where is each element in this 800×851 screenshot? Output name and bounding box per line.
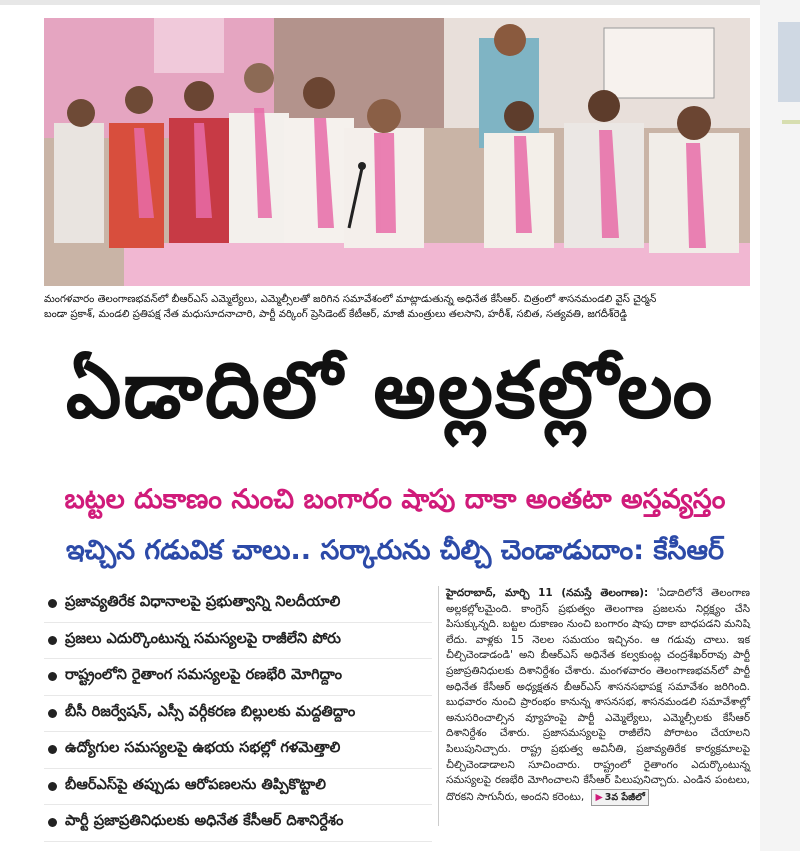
caption-line-1: మంగళవారం తెలంగాణభవన్‌లో బీఆర్‌ఎస్ ఎమ్మెల్యేలు, ఎమ్మెల్సీలతో జరిగిన సమావేశంలో మాట్లాడుతున్న అధినేత కేసీఆర్. చిత్రంలో శాసనమండలి వైస్ చైర్మన్ <box>44 294 657 305</box>
list-item <box>44 659 432 696</box>
bullet-text: బీఆర్‌ఎస్‌పై తప్పుడు ఆరోపణలను తిప్పికొట్టాలి <box>65 775 326 793</box>
subheadline-2: ఇచ్చిన గడువిక చాలు.. సర్కారును చీల్చి చెండాడుదాం: కేసీఆర్ <box>65 535 725 566</box>
list-item <box>44 586 432 623</box>
list-item <box>44 696 432 733</box>
article-dateline: హైదరాబాద్, మార్చి 11 (నమస్తే తెలంగాణ): <box>446 587 649 599</box>
bullet-dot-icon <box>48 709 57 718</box>
news-photo <box>44 18 750 286</box>
list-item <box>44 623 432 660</box>
bullet-dot-icon <box>48 599 57 608</box>
continued-label: 3వ పేజీలో <box>604 791 645 803</box>
photo-image <box>44 18 750 286</box>
top-rule <box>0 0 800 5</box>
list-item <box>44 732 432 769</box>
bullet-dot-icon <box>48 745 57 754</box>
bullet-text: పార్టీ ప్రజాప్రతినిధులకు అధినేత కేసీఆర్ దిశానిర్దేశం <box>65 812 344 830</box>
article-body <box>446 586 750 806</box>
key-points-list <box>44 586 432 842</box>
column-divider <box>438 586 439 826</box>
bullet-text: రాష్ట్రంలోని రైతాంగ సమస్యలపై రణభేరి మోగిద్దాం <box>65 666 343 684</box>
headline: ఏడాదిలో అల్లకల్లోలం <box>65 346 715 436</box>
subheadline-1: బట్టల దుకాణం నుంచి బంగారం షాపు దాకా అంతటా అస్తవ్యస్తం <box>64 484 726 515</box>
list-item <box>44 805 432 842</box>
bullet-dot-icon <box>48 636 57 645</box>
article-text: 'ఏడాదిలోనే తెలంగాణ అల్లకల్లోలమైంది. కాంగ్రెస్ ప్రభుత్వం తెలంగాణ ప్రజలను నిర్లక్ష్యం చేసి పిసుక్కున్నది. బట్టల దుకాణం నుంచి బంగారం షాపు దాకా బాధపడని మనిషి లేదు. వాళ్లకు 15 నెలల సమయం ఇచ్చినం. ఆ గడువు చాలు. ఇక చీల్చిచెండాడండి' అని బీఆర్‌ఎస్ అధినేత కల్వకుంట్ల చంద్రశేఖర్‌రావు పార్టీ ప్రజాప్రతినిధులకు దిశానిర్దేశం చేశారు. మంగళవారం తెలంగాణభవన్‌లో పార్టీ అధినేత కేసీఆర్ అధ్యక్షతన బీఆర్‌ఎస్ శాసనసభాపక్ష సమావేశం జరిగింది. బుధవారం నుంచి ప్రారంభం కానున్న శాసనసభ, శాసనమండలి సమావేశాల్లో అనుసరించాల్సిన వ్యూహంపై పార్టీ ఎమ్మెల్యేలు, ఎమ్మెల్సీలకు కేసీఆర్ దిశానిర్దేశం చేశారు. ప్రజాసమస్యలపై రాజీలేని పోరాటం చేయాలని పిలుపునిచ్చారు. రాష్ట్ర ప్రభుత్వ అవినీతి, ప్రజావ్యతిరేక కార్యక్రమాలపై చీల్చిచెండాడాలని సూచించారు. రాష్ట్రంలో రైతాంగం ఎదుర్కొంటున్న సమస్యలపై రణభేరి మోగించాలని కేసీఆర్ పిలుపునిచ్చారు. ఎండిన పంటలు, దొరకని సాగునీరు, అందని కరెంటు, <box>446 587 750 803</box>
photo-caption <box>44 292 750 322</box>
bullet-dot-icon <box>48 672 57 681</box>
bullet-text: బీసీ రిజర్వేషన్, ఎస్సీ వర్గీకరణ బిల్లులకు మద్దతిద్దాం <box>65 702 356 720</box>
bullet-text: ఉద్యోగుల సమస్యలపై ఉభయ సభల్లో గళమెత్తాలి <box>65 739 341 757</box>
caption-line-2: బండా ప్రకాశ్, మండలి ప్రతిపక్ష నేత మధుసూదనాచారి, పార్టీ వర్కింగ్ ప్రెసిడెంట్ కేటీఆర్, మాజీ మంత్రులు తలసాని, హరీశ్, సబిత, సత్యవతి, జగదీశ్‌రెడ్డి <box>44 309 628 320</box>
bullet-text: ప్రజావ్యతిరేక విధానాలపై ప్రభుత్వాన్ని నిలదీయాలి <box>65 593 341 611</box>
list-item <box>44 769 432 806</box>
bullet-dot-icon <box>48 782 57 791</box>
continued-on-page-link[interactable] <box>591 789 648 807</box>
arrow-icon: ▶ <box>595 791 603 803</box>
bullet-dot-icon <box>48 818 57 827</box>
bullet-text: ప్రజలు ఎదుర్కొంటున్న సమస్యలపై రాజీలేని పోరు <box>65 629 341 647</box>
adjacent-page-strip <box>760 0 800 851</box>
